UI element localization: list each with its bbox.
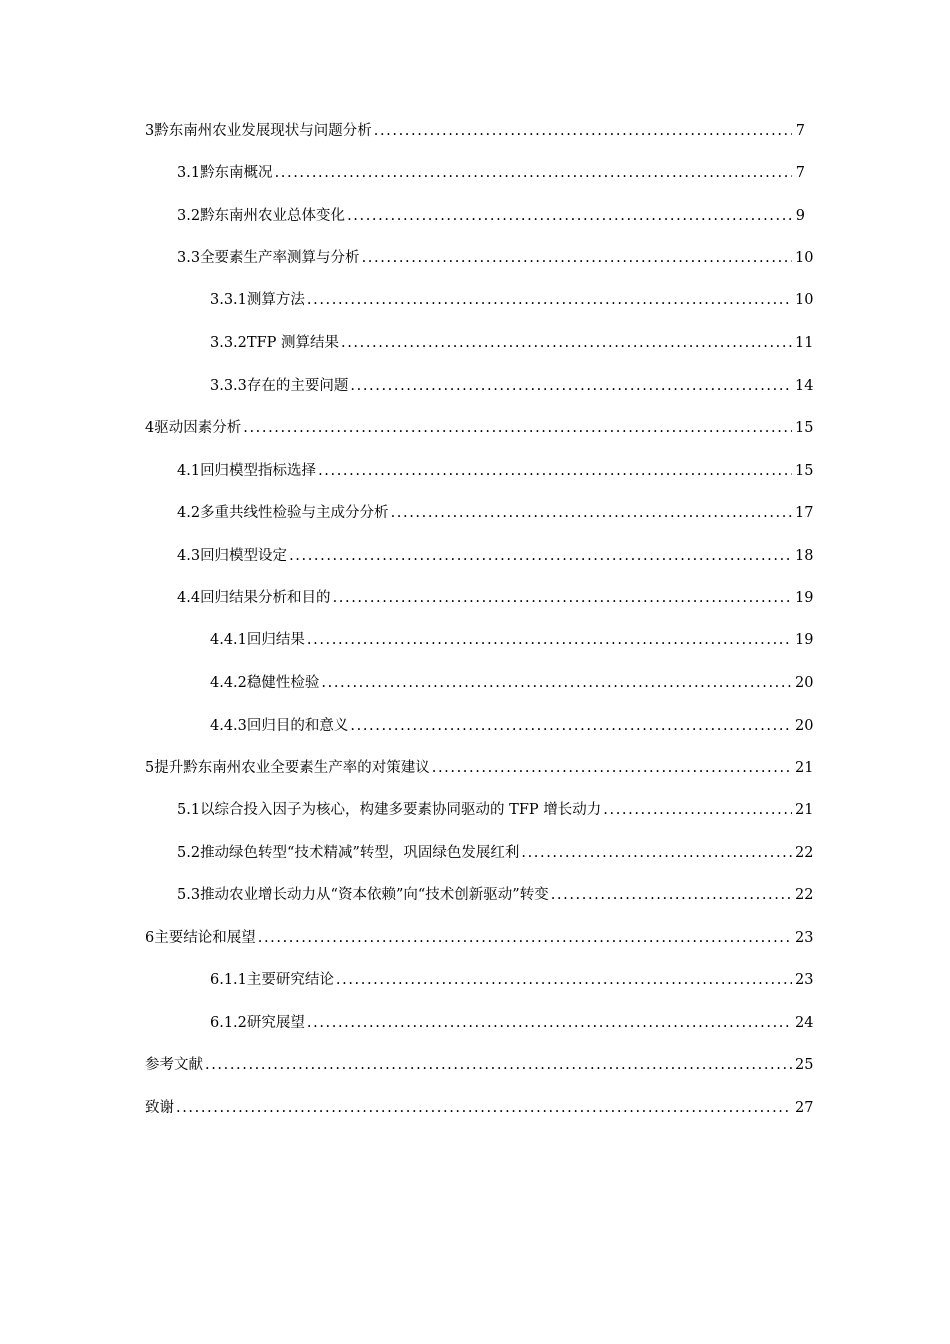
toc-page-number: 20 — [795, 675, 814, 691]
toc-number: 3 — [145, 123, 155, 139]
toc-title: 回归模型指标选择 — [200, 463, 317, 479]
toc-number: 4.4.1 — [210, 632, 247, 648]
toc-entry-5-2[interactable] — [177, 844, 814, 862]
toc-number: 6.1.2 — [210, 1015, 247, 1031]
toc-title: 研究展望 — [246, 1015, 305, 1031]
toc-title: TFP 测算结果 — [246, 335, 340, 351]
toc-entry-5[interactable] — [145, 759, 814, 777]
dot-leader — [176, 1099, 792, 1117]
dot-leader — [205, 1056, 792, 1074]
toc-title: 多重共线性检验与主成分分析 — [200, 505, 389, 521]
toc-entry-3-2[interactable] — [177, 207, 805, 225]
dot-leader — [258, 929, 792, 947]
toc-page-number: 11 — [795, 335, 814, 351]
toc-page-number: 23 — [795, 930, 814, 946]
toc-entry-3-3-3[interactable] — [210, 377, 814, 395]
dot-leader — [391, 504, 792, 522]
toc-title: 致谢 — [145, 1100, 174, 1116]
toc-entry-4-1[interactable] — [177, 462, 814, 480]
toc-page-number: 15 — [795, 420, 814, 436]
toc-title: 提升黔东南州农业全要素生产率的对策建议 — [154, 760, 430, 776]
toc-title: 回归结果分析和目的 — [200, 590, 331, 606]
toc-number: 4.4 — [177, 590, 201, 606]
dot-leader — [350, 377, 792, 395]
toc-entry-6-1-2[interactable] — [210, 1014, 814, 1032]
dot-leader — [307, 291, 792, 309]
toc-page-number: 20 — [795, 718, 814, 734]
toc-page-number: 19 — [795, 632, 814, 648]
toc-title: 驱动因素分析 — [154, 420, 242, 436]
toc-page-number: 7 — [795, 165, 805, 181]
toc-page-number: 9 — [795, 208, 805, 224]
dot-leader — [362, 249, 792, 267]
toc-number: 5.3 — [177, 887, 201, 903]
dot-leader — [374, 122, 792, 140]
toc-entry-3-3[interactable] — [177, 249, 814, 267]
toc-page-number: 21 — [795, 760, 814, 776]
toc-title: 黔东南州农业发展现状与问题分析 — [154, 123, 372, 139]
dot-leader — [336, 971, 792, 989]
toc-number: 4 — [145, 420, 155, 436]
toc-entry-4-4-2[interactable] — [210, 674, 814, 692]
toc-page-number: 7 — [795, 123, 805, 139]
toc-entry-3-3-1[interactable] — [210, 291, 814, 309]
toc-number: 6.1.1 — [210, 972, 247, 988]
dot-leader — [333, 589, 792, 607]
toc-page-number: 21 — [795, 802, 814, 818]
toc-entry-4-3[interactable] — [177, 547, 814, 565]
toc-number: 4.3 — [177, 548, 201, 564]
toc-entry-5-3[interactable] — [177, 886, 814, 904]
toc-entry-5-1[interactable] — [177, 801, 814, 819]
toc-title: 主要研究结论 — [246, 972, 334, 988]
dot-leader — [307, 1014, 792, 1032]
dot-leader — [521, 844, 792, 862]
toc-number: 3.3.2 — [210, 335, 247, 351]
toc-entry-3-3-2[interactable] — [210, 334, 814, 352]
toc-number: 3.1 — [177, 165, 201, 181]
toc-number: 6 — [145, 930, 155, 946]
toc-page-number: 15 — [795, 463, 814, 479]
toc-title: 主要结论和展望 — [154, 930, 256, 946]
toc-title: 回归模型设定 — [200, 548, 288, 564]
toc-title: 全要素生产率测算与分析 — [200, 250, 360, 266]
toc-number: 4.1 — [177, 463, 201, 479]
dot-leader — [603, 801, 792, 819]
toc-number: 3.3 — [177, 250, 201, 266]
toc-title: 以综合投入因子为核心，构建多要素协同驱动的 TFP 增长动力 — [200, 802, 602, 818]
toc-entry-6[interactable] — [145, 929, 814, 947]
dot-leader — [341, 334, 792, 352]
toc-entry-3[interactable] — [145, 122, 805, 140]
toc-title: 推动绿色转型“技术精减”转型，巩固绿色发展红利 — [200, 845, 520, 861]
toc-page-number: 14 — [795, 378, 814, 394]
toc-number: 4.2 — [177, 505, 201, 521]
toc-entry-6-1-1[interactable] — [210, 971, 814, 989]
toc-title: 回归目的和意义 — [246, 718, 349, 734]
toc-entry-references[interactable] — [145, 1056, 814, 1074]
toc-title: 存在的主要问题 — [246, 378, 349, 394]
toc-number: 3.2 — [177, 208, 201, 224]
toc-page-number: 17 — [795, 505, 814, 521]
toc-page-number: 23 — [795, 972, 814, 988]
dot-leader — [289, 547, 792, 565]
toc-title: 回归结果 — [246, 632, 305, 648]
toc-title: 黔东南州农业总体变化 — [200, 208, 346, 224]
toc-page-number: 24 — [795, 1015, 814, 1031]
dot-leader — [350, 717, 792, 735]
toc-title: 参考文献 — [145, 1057, 203, 1073]
toc-entry-4-4[interactable] — [177, 589, 814, 607]
dot-leader — [307, 631, 792, 649]
dot-leader — [432, 759, 792, 777]
toc-entry-4[interactable] — [145, 419, 814, 437]
toc-title: 推动农业增长动力从“资本依赖”向“技术创新驱动”转变 — [200, 887, 549, 903]
dot-leader — [318, 462, 792, 480]
dot-leader — [243, 419, 792, 437]
toc-title: 黔东南概况 — [200, 165, 273, 181]
toc-number: 5.1 — [177, 802, 201, 818]
toc-page-number: 10 — [795, 292, 814, 308]
toc-title: 测算方法 — [246, 292, 305, 308]
dot-leader — [551, 886, 792, 904]
toc-entry-4-4-3[interactable] — [210, 717, 814, 735]
toc-page-number: 27 — [795, 1100, 814, 1116]
toc-number: 4.4.3 — [210, 718, 247, 734]
toc-page-number: 19 — [795, 590, 814, 606]
toc-title: 稳健性检验 — [246, 675, 320, 691]
toc-entry-acknowledgements[interactable] — [145, 1099, 814, 1117]
toc-page-number: 10 — [795, 250, 814, 266]
toc-number: 5 — [145, 760, 155, 776]
dot-leader — [321, 674, 792, 692]
toc-number: 5.2 — [177, 845, 201, 861]
toc-page-number: 22 — [795, 887, 814, 903]
toc-entry-3-1[interactable] — [177, 164, 805, 182]
dot-leader — [275, 164, 792, 182]
toc-page-number: 22 — [795, 845, 814, 861]
toc-number: 3.3.3 — [210, 378, 247, 394]
toc-page-number: 25 — [795, 1057, 814, 1073]
dot-leader — [347, 207, 792, 225]
toc-page-number: 18 — [795, 548, 814, 564]
toc-entry-4-4-1[interactable] — [210, 631, 814, 649]
toc-entry-4-2[interactable] — [177, 504, 814, 522]
toc-number: 4.4.2 — [210, 675, 247, 691]
toc-number: 3.3.1 — [210, 292, 247, 308]
